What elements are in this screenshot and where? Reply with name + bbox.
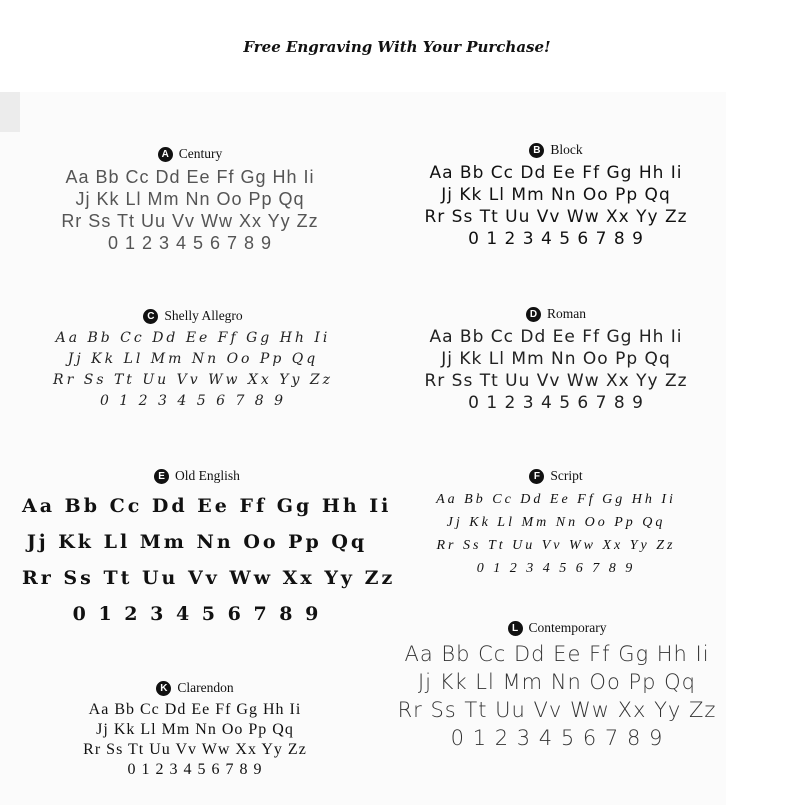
font-name: Old English: [175, 468, 240, 483]
alphabet-line: Rr Ss Tt Uu Vv Ww Xx Yy Zz: [61, 211, 319, 231]
alphabet-line: Jj Kk Ll Mm Nn Oo Pp Qq: [96, 721, 294, 738]
numerals-line: 0 1 2 3 4 5 6 7 8 9: [468, 393, 644, 413]
alphabet-line: Aa Bb Cc Dd Ee Ff Gg Hh Ii: [88, 701, 302, 718]
font-sample-shelly-allegro: [28, 308, 358, 412]
alphabet-line: Rr Ss Tt Uu Vv Ww Xx Yy Zz: [424, 371, 688, 391]
font-badge-icon: E: [154, 469, 169, 484]
alphabet-line: Rr Ss Tt Uu Vv Ww Xx Yy Zz: [424, 207, 688, 227]
font-badge-icon: F: [529, 469, 544, 484]
alphabet-line: Aa Bb Cc Dd Ee Ff Gg Hh Ii: [404, 642, 710, 666]
font-sample-roman: [396, 306, 716, 414]
alphabet-line: Rr Ss Tt Uu Vv Ww Xx Yy Zz: [397, 698, 717, 722]
font-badge-icon: A: [158, 147, 173, 162]
font-sample-clarendon: [30, 680, 360, 780]
font-name: Shelly Allegro: [164, 308, 243, 323]
font-sample-old-english: [22, 468, 396, 632]
alphabet-line: Aa Bb Cc Dd Ee Ff Gg Hh Ii: [22, 495, 392, 517]
font-label: [22, 468, 372, 484]
font-label: [396, 142, 716, 158]
numerals-line: 0 1 2 3 4 5 6 7 8 9: [476, 561, 636, 576]
font-sample-contemporary: [392, 620, 722, 752]
alphabet-line: Aa Bb Cc Dd Ee Ff Gg Hh Ii: [55, 330, 331, 346]
font-badge-icon: D: [526, 307, 541, 322]
alphabet-line: Aa Bb Cc Dd Ee Ff Gg Hh Ii: [436, 492, 676, 507]
font-label: [30, 680, 360, 696]
font-label: [28, 308, 358, 324]
alphabet-line: Jj Kk Ll Mm Nn Oo Pp Qq: [441, 185, 671, 205]
alphabet-line: Rr Ss Tt Uu Vv Ww Xx Yy Zz: [53, 372, 333, 388]
alphabet-line: Jj Kk Ll Mm Nn Oo Pp Qq: [75, 189, 305, 209]
alphabet-line: Jj Kk Ll Mm Nn Oo Pp Qq: [26, 531, 368, 553]
alphabet-line: Jj Kk Ll Mm Nn Oo Pp Qq: [441, 349, 671, 369]
alphabet-line: Rr Ss Tt Uu Vv Ww Xx Yy Zz: [436, 538, 676, 553]
corner-strip: [0, 92, 20, 132]
alphabet-line: Jj Kk Ll Mm Nn Oo Pp Qq: [67, 351, 319, 367]
alphabet-line: Aa Bb Cc Dd Ee Ff Gg Hh Ii: [429, 163, 683, 183]
alphabet-line: Rr Ss Tt Uu Vv Ww Xx Yy Zz: [83, 741, 307, 758]
font-label: [40, 146, 340, 162]
numerals-line: 0 1 2 3 4 5 6 7 8 9: [127, 761, 263, 778]
font-name: Century: [178, 146, 223, 161]
alphabet-line: Rr Ss Tt Uu Vv Ww Xx Yy Zz: [22, 567, 396, 589]
font-sample-script: [396, 468, 716, 580]
font-badge-icon: K: [156, 681, 171, 696]
alphabet-line: Jj Kk Ll Mm Nn Oo Pp Qq: [446, 515, 666, 530]
font-name: Contemporary: [528, 620, 607, 635]
font-badge-icon: B: [529, 143, 544, 158]
numerals-line: 0 1 2 3 4 5 6 7 8 9: [107, 233, 273, 253]
font-sample-block: [396, 142, 716, 250]
alphabet-line: Aa Bb Cc Dd Ee Ff Gg Hh Ii: [429, 327, 683, 347]
numerals-line: 0 1 2 3 4 5 6 7 8 9: [450, 726, 664, 750]
font-label: [392, 620, 722, 636]
numerals-line: 0 1 2 3 4 5 6 7 8 9: [99, 393, 287, 409]
font-name: Clarendon: [177, 680, 234, 695]
alphabet-line: Aa Bb Cc Dd Ee Ff Gg Hh Ii: [65, 167, 315, 187]
font-badge-icon: L: [508, 621, 523, 636]
font-name: Block: [550, 142, 583, 157]
numerals-line: 0 1 2 3 4 5 6 7 8 9: [468, 229, 644, 249]
numerals-line: 0 1 2 3 4 5 6 7 8 9: [72, 603, 322, 625]
font-sample-century: [40, 146, 340, 254]
engraving-headline: Free Engraving With Your Purchase!: [243, 38, 551, 56]
alphabet-line: Jj Kk Ll Mm Nn Oo Pp Qq: [417, 670, 697, 694]
font-badge-icon: C: [143, 309, 158, 324]
font-name: Roman: [547, 306, 586, 321]
font-label: [396, 306, 716, 322]
font-name: Script: [550, 468, 583, 483]
font-label: [396, 468, 716, 484]
